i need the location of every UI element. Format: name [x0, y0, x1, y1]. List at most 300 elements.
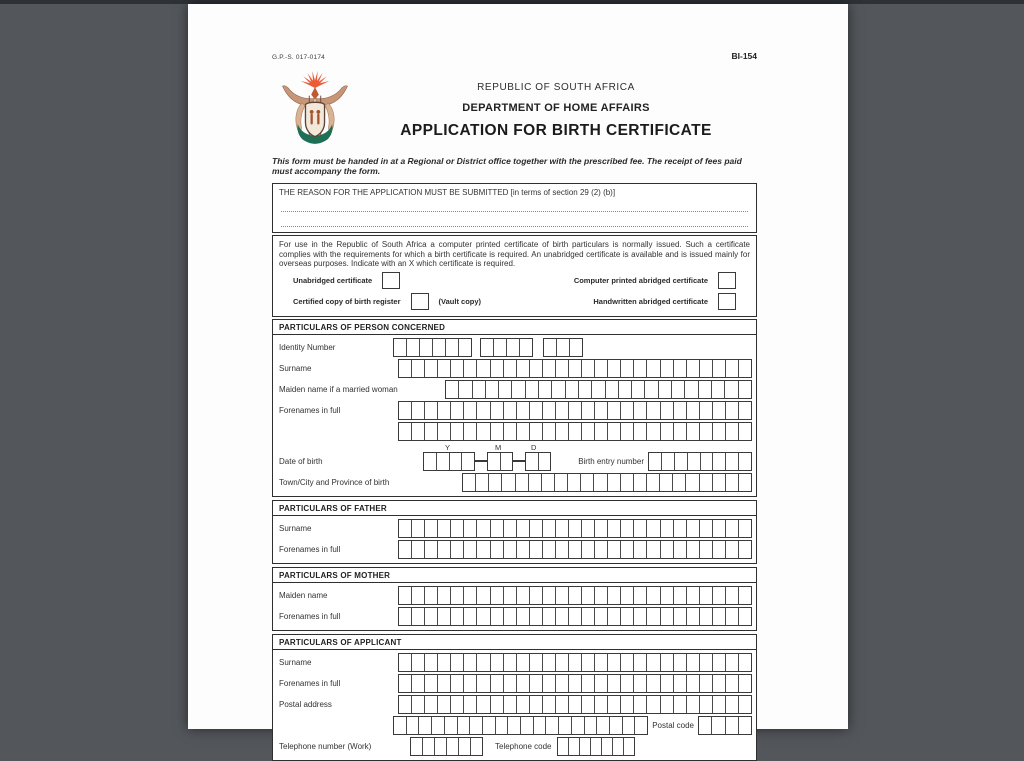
char-cell[interactable] — [490, 654, 503, 671]
char-cell[interactable] — [406, 339, 419, 356]
char-cell[interactable] — [649, 453, 661, 470]
char-cell[interactable] — [660, 675, 673, 692]
char-cell[interactable] — [607, 520, 620, 537]
char-cell[interactable] — [725, 608, 738, 625]
char-cell[interactable] — [399, 541, 411, 558]
char-cell[interactable] — [490, 423, 503, 440]
char-cell[interactable] — [660, 696, 673, 713]
char-cell[interactable] — [394, 717, 406, 734]
computer-printed-checkbox[interactable] — [718, 272, 736, 289]
char-cell[interactable] — [673, 675, 686, 692]
char-cell[interactable] — [529, 360, 542, 377]
char-cell[interactable] — [542, 696, 555, 713]
char-cell[interactable] — [472, 381, 485, 398]
char-cell[interactable] — [594, 587, 607, 604]
char-cell[interactable] — [607, 608, 620, 625]
char-cell[interactable] — [503, 608, 516, 625]
char-cell[interactable] — [686, 608, 699, 625]
char-cell[interactable] — [594, 423, 607, 440]
char-cell[interactable] — [463, 520, 476, 537]
char-cell[interactable] — [450, 541, 463, 558]
char-cell[interactable] — [437, 541, 450, 558]
char-cell[interactable] — [661, 453, 674, 470]
char-cell[interactable] — [481, 339, 493, 356]
char-cell[interactable] — [686, 696, 699, 713]
char-cell[interactable] — [673, 520, 686, 537]
char-cell[interactable] — [463, 541, 476, 558]
char-cell[interactable] — [725, 520, 738, 537]
char-cell[interactable] — [686, 360, 699, 377]
char-cell[interactable] — [411, 402, 424, 419]
char-cell[interactable] — [411, 423, 424, 440]
char-cell[interactable] — [712, 520, 725, 537]
char-cell[interactable] — [568, 738, 579, 755]
char-cell[interactable] — [555, 360, 568, 377]
char-cell[interactable] — [660, 520, 673, 537]
char-cell[interactable] — [463, 360, 476, 377]
char-cell[interactable] — [712, 423, 725, 440]
char-cell[interactable] — [633, 474, 646, 491]
char-cell[interactable] — [399, 587, 411, 604]
char-cell[interactable] — [463, 696, 476, 713]
char-cell[interactable] — [446, 381, 458, 398]
char-cell[interactable] — [725, 453, 738, 470]
char-cell[interactable] — [431, 717, 444, 734]
char-cell[interactable] — [673, 587, 686, 604]
char-cell[interactable] — [725, 587, 738, 604]
char-cell[interactable] — [507, 717, 520, 734]
char-cell[interactable] — [533, 717, 546, 734]
char-cell[interactable] — [542, 541, 555, 558]
char-cell[interactable] — [673, 402, 686, 419]
char-cell[interactable] — [620, 675, 633, 692]
char-cell[interactable] — [612, 738, 623, 755]
char-cell[interactable] — [633, 608, 646, 625]
char-cell[interactable] — [463, 587, 476, 604]
char-cell[interactable] — [687, 453, 700, 470]
char-cell[interactable] — [520, 717, 533, 734]
char-cell[interactable] — [544, 339, 556, 356]
char-cell[interactable] — [646, 608, 659, 625]
char-cell[interactable] — [633, 696, 646, 713]
char-cell[interactable] — [558, 738, 568, 755]
handwritten-checkbox[interactable] — [718, 293, 736, 310]
char-cell[interactable] — [712, 587, 725, 604]
char-cell[interactable] — [411, 654, 424, 671]
char-cell[interactable] — [594, 675, 607, 692]
char-cell[interactable] — [461, 453, 474, 470]
char-cell[interactable] — [551, 381, 564, 398]
char-cell[interactable] — [674, 453, 687, 470]
char-cell[interactable] — [542, 360, 555, 377]
char-cell[interactable] — [685, 474, 698, 491]
char-cell[interactable] — [594, 654, 607, 671]
char-cell[interactable] — [738, 381, 751, 398]
char-cell[interactable] — [633, 587, 646, 604]
char-cell[interactable] — [424, 587, 437, 604]
char-cell[interactable] — [633, 402, 646, 419]
char-cell[interactable] — [503, 423, 516, 440]
char-cell[interactable] — [511, 381, 524, 398]
char-cell[interactable] — [673, 608, 686, 625]
char-cell[interactable] — [516, 696, 529, 713]
char-cell[interactable] — [698, 381, 711, 398]
char-cell[interactable] — [660, 608, 673, 625]
char-cell[interactable] — [571, 717, 584, 734]
char-cell[interactable] — [399, 402, 411, 419]
char-cell[interactable] — [516, 520, 529, 537]
char-cell[interactable] — [503, 587, 516, 604]
char-cell[interactable] — [620, 402, 633, 419]
char-cell[interactable] — [529, 587, 542, 604]
char-cell[interactable] — [568, 402, 581, 419]
char-cell[interactable] — [458, 339, 471, 356]
char-cell[interactable] — [634, 717, 647, 734]
char-cell[interactable] — [620, 696, 633, 713]
char-cell[interactable] — [490, 360, 503, 377]
char-cell[interactable] — [542, 654, 555, 671]
char-cell[interactable] — [699, 675, 712, 692]
char-cell[interactable] — [399, 696, 411, 713]
char-cell[interactable] — [738, 402, 751, 419]
char-cell[interactable] — [620, 541, 633, 558]
char-cell[interactable] — [516, 587, 529, 604]
char-cell[interactable] — [699, 520, 712, 537]
char-cell[interactable] — [555, 541, 568, 558]
char-cell[interactable] — [644, 381, 657, 398]
char-cell[interactable] — [399, 654, 411, 671]
char-cell[interactable] — [725, 717, 738, 734]
char-cell[interactable] — [633, 675, 646, 692]
char-cell[interactable] — [738, 453, 751, 470]
char-cell[interactable] — [605, 381, 618, 398]
char-cell[interactable] — [594, 696, 607, 713]
char-cell[interactable] — [620, 423, 633, 440]
char-cell[interactable] — [699, 402, 712, 419]
char-cell[interactable] — [568, 675, 581, 692]
char-cell[interactable] — [620, 520, 633, 537]
char-cell[interactable] — [542, 587, 555, 604]
char-cell[interactable] — [424, 360, 437, 377]
char-cell[interactable] — [516, 675, 529, 692]
char-cell[interactable] — [490, 520, 503, 537]
char-cell[interactable] — [437, 675, 450, 692]
char-cell[interactable] — [646, 360, 659, 377]
char-cell[interactable] — [555, 587, 568, 604]
char-cell[interactable] — [590, 738, 601, 755]
char-cell[interactable] — [424, 520, 437, 537]
char-cell[interactable] — [458, 738, 470, 755]
char-cell[interactable] — [450, 360, 463, 377]
char-cell[interactable] — [581, 654, 594, 671]
char-cell[interactable] — [406, 717, 419, 734]
char-cell[interactable] — [581, 608, 594, 625]
char-cell[interactable] — [712, 360, 725, 377]
char-cell[interactable] — [607, 587, 620, 604]
char-cell[interactable] — [646, 675, 659, 692]
char-cell[interactable] — [450, 696, 463, 713]
char-cell[interactable] — [538, 381, 551, 398]
char-cell[interactable] — [515, 474, 528, 491]
char-cell[interactable] — [528, 474, 541, 491]
char-cell[interactable] — [568, 423, 581, 440]
char-cell[interactable] — [424, 402, 437, 419]
char-cell[interactable] — [568, 587, 581, 604]
char-cell[interactable] — [581, 541, 594, 558]
char-cell[interactable] — [658, 381, 671, 398]
char-cell[interactable] — [725, 402, 738, 419]
char-cell[interactable] — [476, 423, 489, 440]
char-cell[interactable] — [738, 717, 751, 734]
char-cell[interactable] — [673, 654, 686, 671]
char-cell[interactable] — [399, 675, 411, 692]
char-cell[interactable] — [418, 717, 431, 734]
char-cell[interactable] — [457, 717, 470, 734]
char-cell[interactable] — [660, 360, 673, 377]
char-cell[interactable] — [450, 675, 463, 692]
char-cell[interactable] — [607, 696, 620, 713]
char-cell[interactable] — [699, 474, 712, 491]
char-cell[interactable] — [607, 360, 620, 377]
char-cell[interactable] — [411, 587, 424, 604]
char-cell[interactable] — [699, 423, 712, 440]
char-cell[interactable] — [578, 381, 591, 398]
char-cell[interactable] — [581, 520, 594, 537]
char-cell[interactable] — [498, 381, 511, 398]
char-cell[interactable] — [503, 402, 516, 419]
char-cell[interactable] — [620, 474, 633, 491]
char-cell[interactable] — [475, 474, 488, 491]
char-cell[interactable] — [686, 520, 699, 537]
char-cell[interactable] — [436, 453, 449, 470]
char-cell[interactable] — [424, 453, 436, 470]
char-cell[interactable] — [593, 474, 606, 491]
char-cell[interactable] — [660, 423, 673, 440]
char-cell[interactable] — [646, 654, 659, 671]
char-cell[interactable] — [411, 541, 424, 558]
char-cell[interactable] — [711, 717, 724, 734]
char-cell[interactable] — [565, 381, 578, 398]
char-cell[interactable] — [542, 675, 555, 692]
char-cell[interactable] — [555, 402, 568, 419]
char-cell[interactable] — [424, 696, 437, 713]
char-cell[interactable] — [437, 520, 450, 537]
char-cell[interactable] — [699, 717, 711, 734]
char-cell[interactable] — [469, 717, 482, 734]
char-cell[interactable] — [424, 541, 437, 558]
char-cell[interactable] — [490, 402, 503, 419]
char-cell[interactable] — [476, 587, 489, 604]
char-cell[interactable] — [660, 654, 673, 671]
char-cell[interactable] — [445, 339, 458, 356]
char-cell[interactable] — [712, 696, 725, 713]
char-cell[interactable] — [463, 474, 475, 491]
char-cell[interactable] — [555, 520, 568, 537]
char-cell[interactable] — [580, 474, 593, 491]
char-cell[interactable] — [490, 675, 503, 692]
char-cell[interactable] — [490, 541, 503, 558]
char-cell[interactable] — [555, 654, 568, 671]
char-cell[interactable] — [607, 402, 620, 419]
char-cell[interactable] — [579, 738, 590, 755]
char-cell[interactable] — [503, 520, 516, 537]
char-cell[interactable] — [712, 474, 725, 491]
char-cell[interactable] — [470, 738, 482, 755]
char-cell[interactable] — [673, 423, 686, 440]
char-cell[interactable] — [555, 675, 568, 692]
char-cell[interactable] — [646, 696, 659, 713]
char-cell[interactable] — [646, 423, 659, 440]
char-cell[interactable] — [646, 587, 659, 604]
char-cell[interactable] — [738, 587, 751, 604]
char-cell[interactable] — [686, 675, 699, 692]
char-cell[interactable] — [738, 520, 751, 537]
char-cell[interactable] — [503, 696, 516, 713]
char-cell[interactable] — [631, 381, 644, 398]
char-cell[interactable] — [594, 360, 607, 377]
char-cell[interactable] — [500, 453, 513, 470]
char-cell[interactable] — [686, 654, 699, 671]
char-cell[interactable] — [437, 402, 450, 419]
char-cell[interactable] — [712, 402, 725, 419]
char-cell[interactable] — [424, 654, 437, 671]
char-cell[interactable] — [646, 520, 659, 537]
char-cell[interactable] — [659, 474, 672, 491]
char-cell[interactable] — [476, 402, 489, 419]
char-cell[interactable] — [738, 423, 751, 440]
char-cell[interactable] — [399, 520, 411, 537]
char-cell[interactable] — [699, 654, 712, 671]
char-cell[interactable] — [450, 587, 463, 604]
char-cell[interactable] — [503, 654, 516, 671]
char-cell[interactable] — [568, 696, 581, 713]
char-cell[interactable] — [725, 474, 738, 491]
char-cell[interactable] — [738, 360, 751, 377]
char-cell[interactable] — [725, 654, 738, 671]
char-cell[interactable] — [725, 696, 738, 713]
char-cell[interactable] — [673, 360, 686, 377]
char-cell[interactable] — [607, 423, 620, 440]
char-cell[interactable] — [555, 696, 568, 713]
char-cell[interactable] — [542, 520, 555, 537]
char-cell[interactable] — [686, 423, 699, 440]
char-cell[interactable] — [594, 541, 607, 558]
char-cell[interactable] — [607, 541, 620, 558]
char-cell[interactable] — [646, 474, 659, 491]
char-cell[interactable] — [558, 717, 571, 734]
char-cell[interactable] — [444, 717, 457, 734]
char-cell[interactable] — [526, 453, 538, 470]
char-cell[interactable] — [516, 360, 529, 377]
char-cell[interactable] — [623, 738, 634, 755]
char-cell[interactable] — [450, 654, 463, 671]
char-cell[interactable] — [437, 654, 450, 671]
char-cell[interactable] — [568, 654, 581, 671]
char-cell[interactable] — [493, 339, 506, 356]
char-cell[interactable] — [411, 738, 422, 755]
char-cell[interactable] — [712, 654, 725, 671]
char-cell[interactable] — [476, 675, 489, 692]
char-cell[interactable] — [581, 696, 594, 713]
char-cell[interactable] — [446, 738, 458, 755]
char-cell[interactable] — [458, 381, 471, 398]
char-cell[interactable] — [699, 587, 712, 604]
char-cell[interactable] — [463, 608, 476, 625]
char-cell[interactable] — [556, 339, 569, 356]
char-cell[interactable] — [671, 381, 684, 398]
char-cell[interactable] — [411, 520, 424, 537]
char-cell[interactable] — [620, 587, 633, 604]
char-cell[interactable] — [503, 360, 516, 377]
char-cell[interactable] — [591, 381, 604, 398]
char-cell[interactable] — [450, 520, 463, 537]
char-cell[interactable] — [568, 608, 581, 625]
char-cell[interactable] — [545, 717, 558, 734]
char-cell[interactable] — [516, 654, 529, 671]
char-cell[interactable] — [437, 360, 450, 377]
char-cell[interactable] — [424, 423, 437, 440]
char-cell[interactable] — [450, 402, 463, 419]
char-cell[interactable] — [622, 717, 635, 734]
char-cell[interactable] — [633, 423, 646, 440]
char-cell[interactable] — [738, 675, 751, 692]
char-cell[interactable] — [620, 360, 633, 377]
char-cell[interactable] — [699, 541, 712, 558]
char-cell[interactable] — [607, 654, 620, 671]
char-cell[interactable] — [463, 654, 476, 671]
char-cell[interactable] — [724, 381, 737, 398]
char-cell[interactable] — [672, 474, 685, 491]
char-cell[interactable] — [529, 675, 542, 692]
char-cell[interactable] — [660, 541, 673, 558]
char-cell[interactable] — [607, 675, 620, 692]
char-cell[interactable] — [594, 608, 607, 625]
char-cell[interactable] — [725, 675, 738, 692]
char-cell[interactable] — [476, 541, 489, 558]
char-cell[interactable] — [646, 541, 659, 558]
char-cell[interactable] — [673, 696, 686, 713]
char-cell[interactable] — [633, 360, 646, 377]
char-cell[interactable] — [437, 423, 450, 440]
char-cell[interactable] — [711, 381, 724, 398]
char-cell[interactable] — [567, 474, 580, 491]
char-cell[interactable] — [618, 381, 631, 398]
char-cell[interactable] — [399, 360, 411, 377]
char-cell[interactable] — [725, 360, 738, 377]
char-cell[interactable] — [538, 453, 551, 470]
char-cell[interactable] — [738, 696, 751, 713]
char-cell[interactable] — [463, 423, 476, 440]
char-cell[interactable] — [738, 608, 751, 625]
char-cell[interactable] — [506, 339, 519, 356]
char-cell[interactable] — [725, 423, 738, 440]
char-cell[interactable] — [516, 402, 529, 419]
char-cell[interactable] — [411, 360, 424, 377]
char-cell[interactable] — [432, 339, 445, 356]
char-cell[interactable] — [596, 717, 609, 734]
char-cell[interactable] — [476, 608, 489, 625]
char-cell[interactable] — [725, 541, 738, 558]
char-cell[interactable] — [516, 541, 529, 558]
char-cell[interactable] — [529, 541, 542, 558]
char-cell[interactable] — [568, 520, 581, 537]
char-cell[interactable] — [738, 654, 751, 671]
char-cell[interactable] — [463, 675, 476, 692]
char-cell[interactable] — [399, 423, 411, 440]
char-cell[interactable] — [568, 541, 581, 558]
char-cell[interactable] — [450, 608, 463, 625]
char-cell[interactable] — [529, 654, 542, 671]
